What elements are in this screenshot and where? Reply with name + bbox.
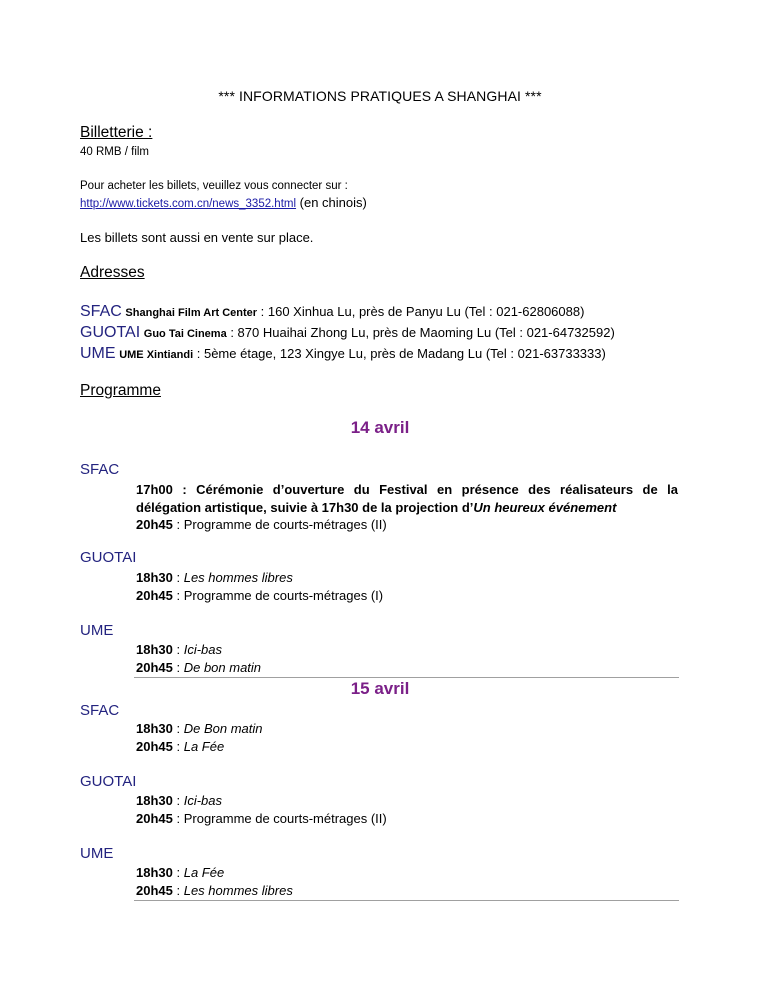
screening: [136, 720, 678, 738]
address-sfac: [80, 303, 584, 321]
screening-title: Ici-bas: [183, 793, 223, 808]
venue-schedule: [136, 641, 678, 676]
screening-time: 18h30: [136, 570, 173, 585]
screening-title: Programme de courts-métrages (I): [183, 587, 384, 603]
screening: [136, 738, 678, 756]
screening: [136, 882, 678, 900]
time-separator: :: [172, 570, 184, 585]
screening-title: De Bon matin: [183, 721, 263, 736]
venue-code: UME: [80, 345, 116, 362]
venue-detail: : 5ème étage, 123 Xingye Lu, près de Madang Lu (Tel : 021-63733333): [193, 346, 606, 361]
day-date: 14 avril: [350, 418, 410, 437]
screening: [136, 792, 678, 810]
venue-detail: : 160 Xinhua Lu, près de Panyu Lu (Tel : 021-62806088): [257, 304, 585, 319]
venue-heading: UME: [80, 845, 114, 862]
venue-heading: SFAC: [80, 702, 120, 719]
time-separator: :: [172, 587, 184, 603]
ticket-price: 40 RMB / film: [80, 146, 150, 158]
venue-code: GUOTAI: [80, 324, 141, 341]
venue-heading: UME: [80, 622, 114, 639]
screening-time: 20h45: [136, 659, 173, 675]
programme-heading: Programme: [80, 382, 161, 399]
onsite-sales: Les billets sont aussi en vente sur place.: [80, 230, 314, 245]
time-separator: :: [172, 882, 184, 898]
screening-time: 20h45: [136, 810, 173, 826]
time-separator: :: [172, 810, 184, 826]
screening: [136, 864, 678, 882]
venue-heading: GUOTAI: [80, 549, 137, 566]
time-separator: :: [172, 642, 184, 657]
venue-schedule: [136, 792, 678, 827]
link-language-note: (en chinois): [296, 195, 367, 210]
screening-title: La Fée: [183, 865, 225, 880]
day-date: 15 avril: [350, 679, 410, 698]
page-title: *** INFORMATIONS PRATIQUES A SHANGHAI ***: [218, 88, 542, 104]
venue-heading: SFAC: [80, 461, 120, 478]
venue-schedule: [136, 481, 678, 534]
screening: [136, 810, 678, 828]
address-guotai: [80, 324, 615, 342]
screening: [136, 569, 678, 587]
screening-time: 18h30: [136, 793, 173, 808]
ticket-link-line: [80, 195, 367, 210]
screening: [136, 659, 678, 677]
time-separator: :: [172, 659, 184, 675]
venue-name: UME Xintiandi: [119, 349, 194, 361]
screening-time: 20h45: [136, 517, 173, 532]
ticket-link[interactable]: http://www.tickets.com.cn/news_3352.html: [80, 198, 297, 210]
opening-film: Un heureux événement: [473, 499, 617, 515]
screening: [136, 641, 678, 659]
screening-time: 20h45: [136, 882, 173, 898]
buy-instructions: Pour acheter les billets, veuillez vous connecter sur :: [80, 180, 348, 192]
screening-time: 20h45: [136, 587, 173, 603]
time-separator: :: [172, 738, 184, 754]
time-separator: :: [172, 865, 184, 880]
screening: [136, 587, 678, 605]
time-separator: :: [172, 517, 184, 532]
venue-schedule: [136, 569, 678, 604]
screening-time: 18h30: [136, 721, 173, 736]
screening-time: 18h30: [136, 642, 173, 657]
opening-ceremony: [136, 481, 678, 516]
venue-detail: : 870 Huaihai Zhong Lu, près de Maoming Lu (Tel : 021-64732592): [226, 325, 615, 340]
day-divider: [134, 900, 679, 901]
screening-title: Ici-bas: [183, 642, 223, 657]
venue-name: Guo Tai Cinema: [143, 328, 227, 340]
opening-text: 17h00 : Cérémonie d’ouverture du Festival en présence des réalisateurs de la délégation artistique, suivie à 17h30 de la projection d’: [136, 482, 678, 515]
venue-schedule: [136, 720, 678, 755]
screening-title: Les hommes libres: [183, 570, 293, 585]
screening-time: 18h30: [136, 865, 173, 880]
time-separator: :: [172, 793, 184, 808]
venue-schedule: [136, 864, 678, 899]
day-divider: [134, 677, 679, 678]
screening-title: Programme de courts-métrages (II): [183, 810, 387, 826]
venue-name: Shanghai Film Art Center: [125, 307, 258, 319]
screening-title: Les hommes libres: [183, 882, 293, 898]
address-ume: [80, 345, 606, 363]
screening-title: La Fée: [183, 738, 225, 754]
screening-title: Programme de courts-métrages (II): [183, 517, 387, 532]
venue-heading: GUOTAI: [80, 773, 137, 790]
time-separator: :: [172, 721, 184, 736]
screening: [136, 516, 678, 534]
billetterie-heading: Billetterie :: [80, 124, 153, 141]
venue-code: SFAC: [80, 303, 122, 320]
screening-time: 20h45: [136, 738, 173, 754]
screening-title: De bon matin: [183, 659, 262, 675]
adresses-heading: Adresses: [80, 264, 145, 281]
